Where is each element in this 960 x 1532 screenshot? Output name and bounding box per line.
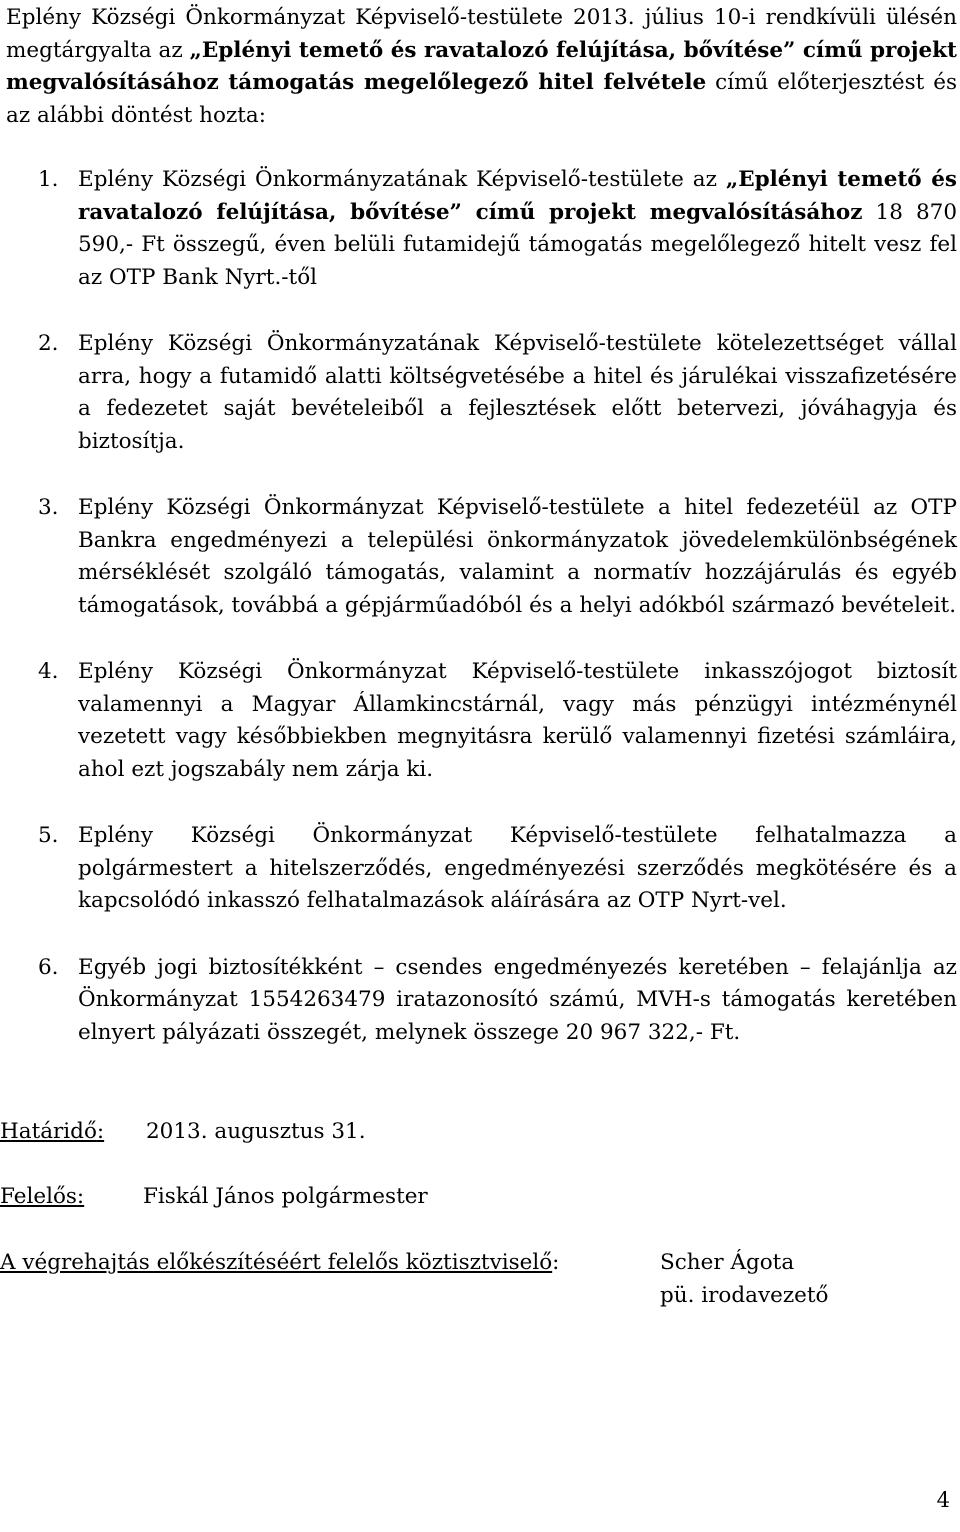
decision-item-5	[6, 820, 957, 918]
responsible-value: Fiskál János polgármester	[143, 1184, 428, 1209]
item-number: 3.	[38, 495, 59, 520]
item-number: 2.	[38, 331, 59, 356]
item-text: Eplény Községi Önkormányzat Képviselő-testülete felhatalmazza a polgármestert a hitelszerződés, engedményezési szerződés megkötésére és a kapcsolódó inkasszó felhatalmazások aláírására az OTP Nyrt-vel.	[78, 823, 957, 913]
item-text: Eplény Községi Önkormányzatának Képviselő-testülete az	[78, 167, 726, 192]
item-number: 5.	[38, 823, 59, 848]
intro-text-end: című előterjesztést és az alábbi döntést hozta:	[6, 70, 957, 128]
decision-item-4	[6, 656, 957, 786]
officer-title: pü. irodavezető	[660, 1282, 829, 1308]
item-number: 4.	[38, 659, 59, 684]
responsible-label: Felelős:	[0, 1184, 85, 1209]
deadline-value: 2013. augusztus 31.	[146, 1119, 366, 1144]
document-page	[6, 2, 957, 1049]
page-number: 4	[936, 1488, 950, 1512]
execution-officer	[660, 1247, 828, 1312]
decision-item-2	[6, 328, 957, 458]
deadline-row	[0, 1116, 366, 1149]
decision-item-6	[6, 952, 957, 1050]
item-text: Eplény Községi Önkormányzatának Képviselő-testülete kötelezettséget vállal arra, hogy a futamidő alatti költségvetésébe a hitel és járulékai visszafizetésére a fedezetet saját bevételeiből a fejlesztések előtt betervezi, jóváhagyja és biztosítja.	[78, 331, 957, 454]
item-number: 6.	[38, 954, 59, 980]
decision-item-3	[6, 492, 957, 622]
decision-item-1	[6, 164, 957, 294]
item-text: Eplény Községi Önkormányzat Képviselő-testülete a hitel fedezetéül az OTP Bankra engedményezi a települési önkormányzatok jövedelemkülönbségének mérséklését szolgáló támogatás, valamint a normatív hozzájárulás és egyéb támogatások, továbbá a gépjárműadóból és a helyi adókból származó bevételeit.	[78, 495, 957, 618]
item-text: Eplény Községi Önkormányzat Képviselő-testülete inkasszójogot biztosít valamennyi a Magyar Államkincstárnál, vagy más pénzügyi intézménynél vezetett vagy későbbiekben megnyitásra kerülő valamennyi fizetési számláira, ahol ezt jogszabály nem zárja ki.	[78, 659, 957, 782]
item-bold-text: „Eplényi temető és ravatalozó felújítása, bővítése” című projekt megvalósításához	[78, 167, 957, 225]
execution-row	[0, 1247, 829, 1308]
responsible-row	[0, 1181, 428, 1214]
intro-text: Eplény Községi Önkormányzat Képviselő-testülete 2013. július 10-i rendkívüli ülésén megtárgyalta az	[6, 5, 957, 63]
item-text-end: 18 870 590,- Ft összegű, éven belüli futamidejű támogatás megelőlegező hitelt vesz fel az OTP Bank Nyrt.-től	[78, 199, 957, 290]
deadline-label: Határidő:	[0, 1119, 105, 1144]
item-text: Egyéb jogi biztosítékként – csendes engedményezés keretében – felajánlja az Önkormányzat 1554263479 iratazonosító számú, MVH-s támogatás keretében elnyert pályázati összegét, melynek összege 20 967 322,- Ft.	[78, 954, 957, 1045]
intro-paragraph	[6, 2, 957, 132]
officer-name: Scher Ágota	[660, 1250, 795, 1275]
execution-label: A végrehajtás előkészítéséért felelős köztisztviselő:	[0, 1250, 560, 1275]
project-title: „Eplényi temető és ravatalozó felújítása, bővítése” című projekt megvalósításához támogatás megelőlegező hitel felvétele	[6, 37, 957, 95]
item-number: 1.	[38, 167, 59, 192]
